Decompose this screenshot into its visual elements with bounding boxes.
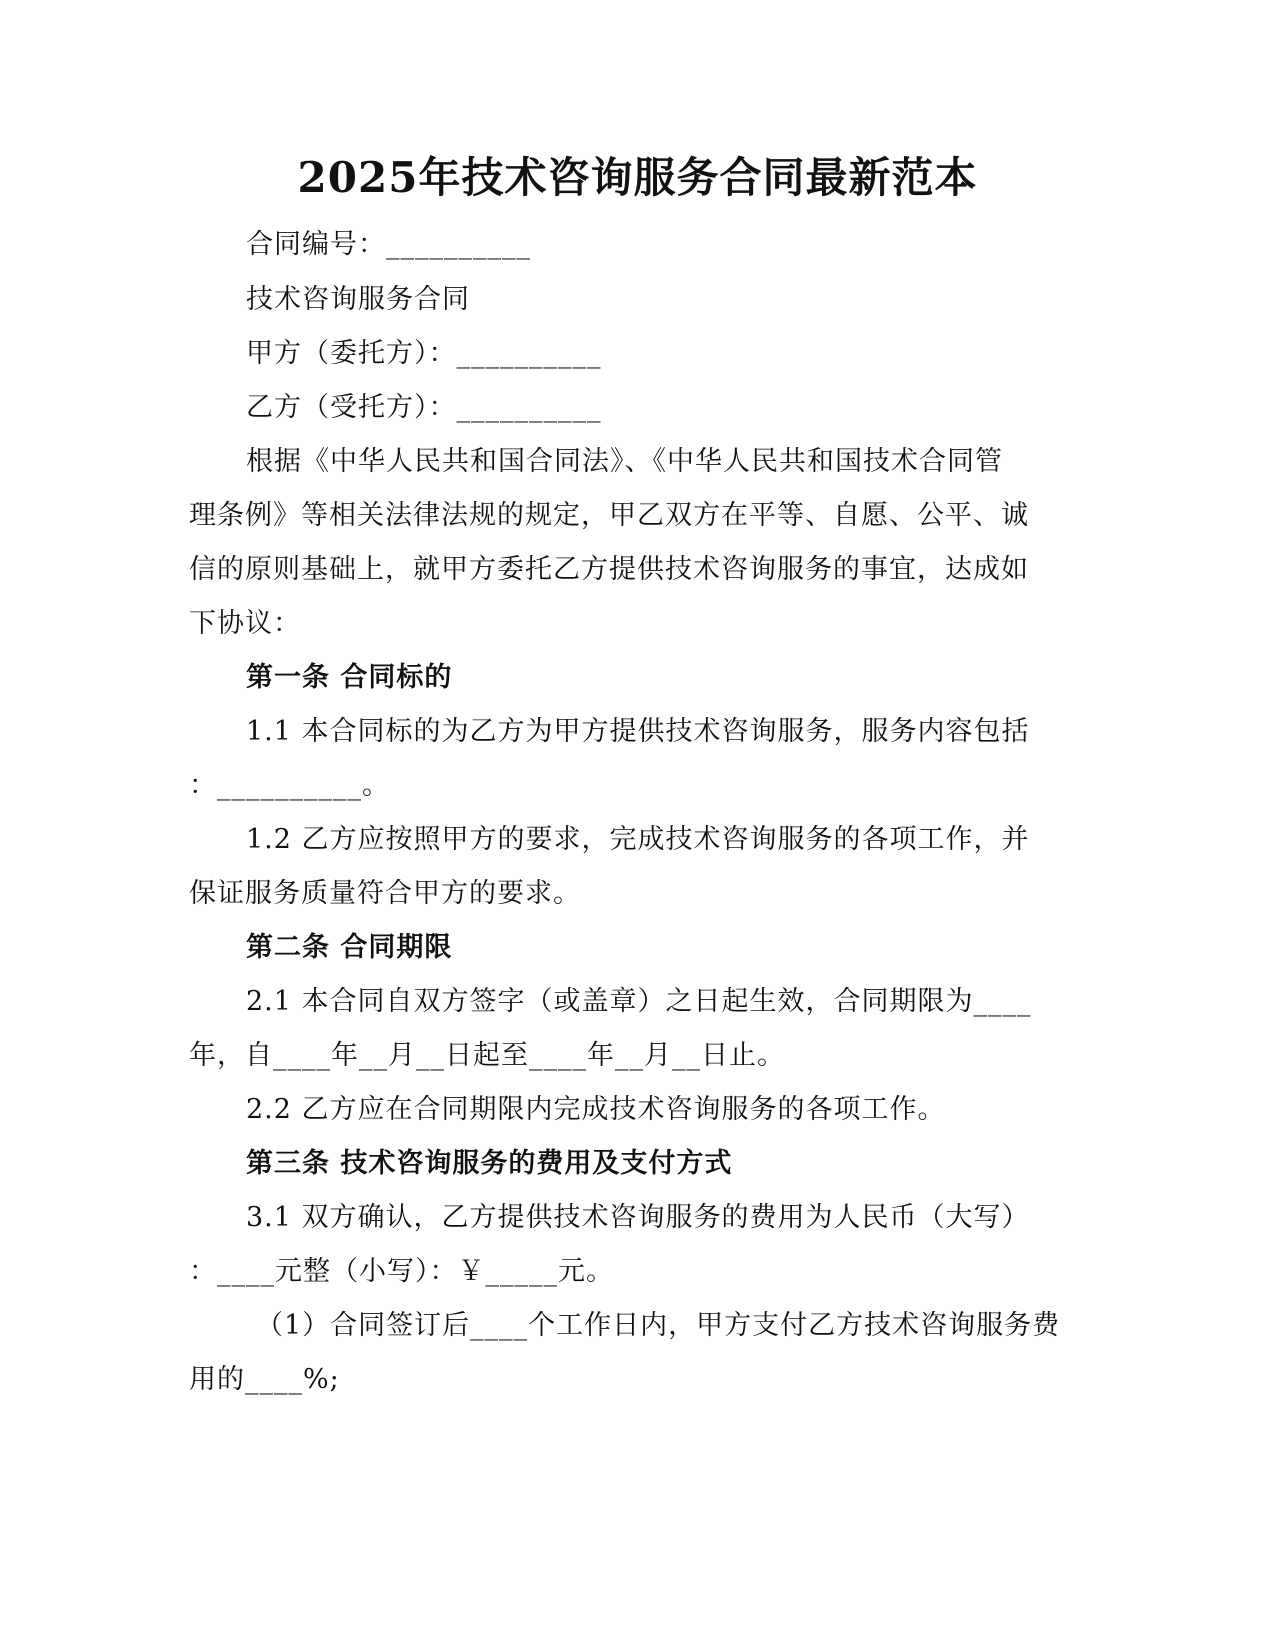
clause-1-2-line-1: 1.2 乙方应按照甲方的要求，完成技术咨询服务的各项工作，并 xyxy=(246,824,1030,855)
contract-number-line: 合同编号：__________ xyxy=(246,229,531,260)
clause-2-2-line: 2.2 乙方应在合同期限内完成技术咨询服务的各项工作。 xyxy=(246,1094,946,1125)
preamble-line-1: 根据《中华人民共和国合同法》、《中华人民共和国技术合同管 xyxy=(246,446,1003,477)
clause-3-1-line-1: 3.1 双方确认，乙方提供技术咨询服务的费用为人民币（大写） xyxy=(246,1202,1030,1233)
clause-3-1-line-2: ：____元整（小写）：￥_____元。 xyxy=(189,1256,614,1287)
payment-item-1-line-1: （1）合同签订后____个工作日内，甲方支付乙方技术咨询服务费 xyxy=(256,1310,1061,1341)
clause-2-1-line-1: 2.1 本合同自双方签字（或盖章）之日起生效，合同期限为____ xyxy=(246,986,1032,1017)
clause-1-1-line-1: 1.1 本合同标的为乙方为甲方提供技术咨询服务，服务内容包括 xyxy=(246,716,1030,747)
preamble-line-2: 理条例》等相关法律法规的规定，甲乙双方在平等、自愿、公平、诚 xyxy=(189,500,1029,531)
document-title: 2025年技术咨询服务合同最新范本 xyxy=(297,153,978,202)
clause-1-1-line-2: ：__________。 xyxy=(189,770,390,801)
preamble-line-4: 下协议： xyxy=(189,608,301,639)
clause-1-2-line-2: 保证服务质量符合甲方的要求。 xyxy=(189,878,581,909)
article-3-heading: 第三条 技术咨询服务的费用及支付方式 xyxy=(246,1148,733,1179)
contract-subtitle-line: 技术咨询服务合同 xyxy=(246,284,470,315)
article-2-heading: 第二条 合同期限 xyxy=(246,932,453,963)
party-b-line: 乙方（受托方）：__________ xyxy=(246,392,602,423)
payment-item-1-line-2: 用的____%; xyxy=(189,1364,340,1395)
clause-2-1-line-2: 年，自____年__月__日起至____年__月__日止。 xyxy=(189,1040,785,1071)
article-1-heading: 第一条 合同标的 xyxy=(246,662,453,693)
party-a-line: 甲方（委托方）：__________ xyxy=(246,338,602,369)
preamble-line-3: 信的原则基础上，就甲方委托乙方提供技术咨询服务的事宜，达成如 xyxy=(189,554,1029,585)
